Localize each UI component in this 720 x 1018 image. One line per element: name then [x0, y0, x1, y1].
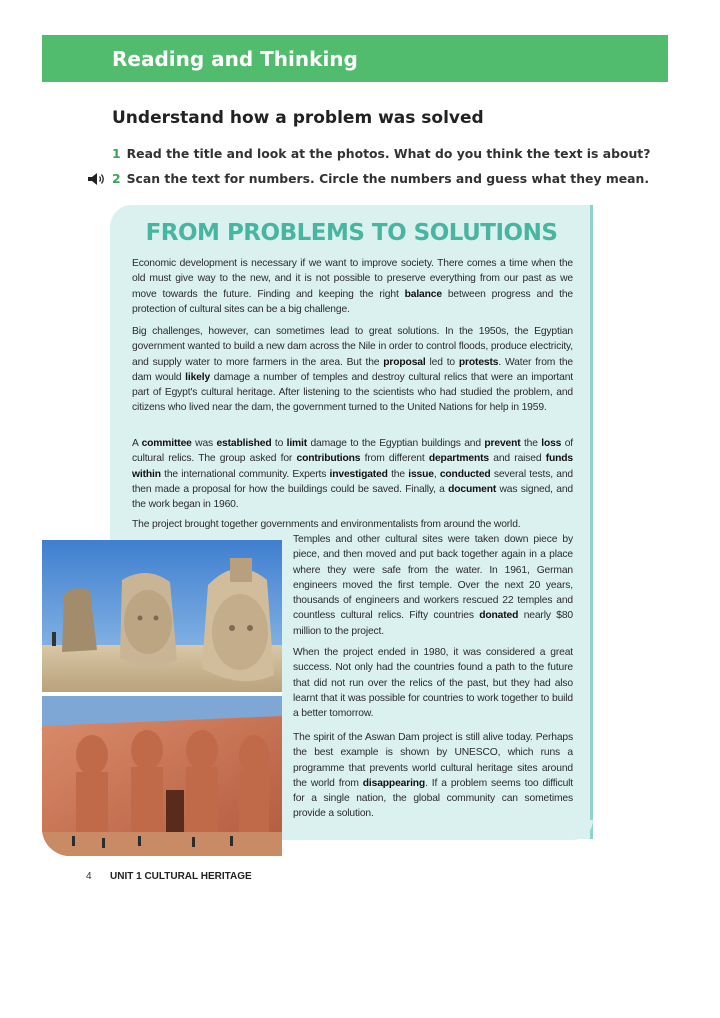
- article-paragraph: A committee was established to limit damage to the Egyptian buildings and prevent the loss of cultural relics. The group asked for contributions from different departments and raised funds within the international community. Experts investigated the issue, conducted several tests, and then made a proposal for how the buildings could be saved. Finally, a document was signed, and the work began in 1960.: [132, 438, 573, 511]
- temple-heads-photo: [42, 540, 282, 856]
- unit-label: UNIT 1 CULTURAL HERITAGE: [110, 871, 252, 882]
- article-paragraph: The project brought together governments and environmentalists from around the world.: [132, 519, 521, 530]
- article-paragraph: Big challenges, however, can sometimes lead to great solutions. In the 1950s, the Egyptian government wanted to build a new dam across the Nile in order to control floods, produce electricity, and supply water to more farmers in the area. But the proposal led to protests. Water from the dam would likely damage a number of temples and destroy cultural relics that were an important part of Egypt's cultural heritage. After listening to the scientists who had studied the problem, and citizens who lived near the dam, the government turned to the United Nations for help in 1959.: [132, 326, 573, 414]
- article-panel-bottom: [280, 820, 593, 840]
- article-paragraph: The spirit of the Aswan Dam project is still alive today. Perhaps the best example is shown by UNESCO, which runs a programme that prevents world cultural heritage sites around the world from disappearing. If a problem seems too difficult for a single nation, the global community can sometimes provide a solution.: [293, 732, 573, 820]
- question-number: 2: [112, 171, 121, 186]
- question-1: [112, 146, 650, 161]
- article-paragraph: Economic development is necessary if we want to improve society. There comes a time when the old must give way to the new, and it is not possible to preserve everything from our past as we move towards the future. Finding and keeping the right balance between progress and the protection of cultural sites can be a big challenge.: [132, 258, 573, 315]
- article-paragraph: When the project ended in 1980, it was considered a great success. Not only had the countries found a path to the future that did not run over the relics of the past, but they had also learnt that it was possible for countries to work together to build a better tomorrow.: [293, 647, 573, 720]
- temple-photos: [42, 540, 282, 856]
- header-title: Reading and Thinking: [112, 47, 358, 71]
- question-text: Scan the text for numbers. Circle the numbers and guess what they mean.: [126, 171, 650, 186]
- section-title: Understand how a problem was solved: [112, 108, 484, 128]
- speaker-icon[interactable]: [87, 172, 107, 186]
- article-title: FROM PROBLEMS TO SOLUTIONS: [145, 220, 558, 246]
- article-paragraph: Temples and other cultural sites were taken down piece by piece, and then moved and put back together again in a place where they were safe from the water. In 1961, German engineers moved the first temple. Over the next 20 years, thousands of engineers and workers rescued 22 temples and countless cultural relics. Fifty countries donated nearly $80 million to the project.: [293, 534, 573, 637]
- question-text: Read the title and look at the photos. What do you think the text is about?: [126, 146, 651, 161]
- question-2: [112, 171, 649, 186]
- header-bar: [42, 35, 668, 82]
- question-number: 1: [112, 146, 121, 161]
- page-number: 4: [86, 871, 92, 882]
